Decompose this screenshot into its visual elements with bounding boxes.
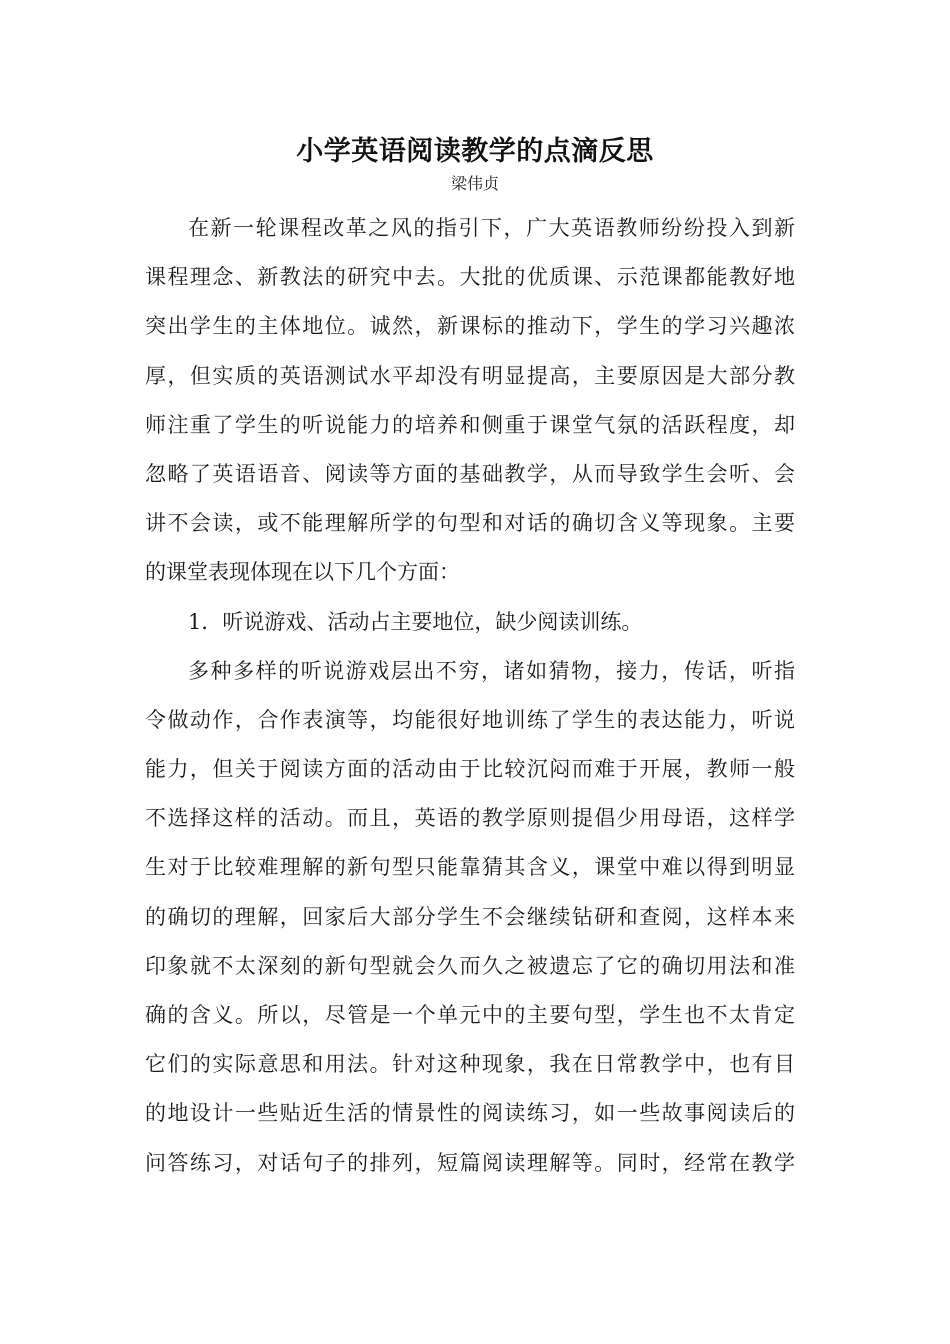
text-line: 课程理念、新教法的研究中去。大批的优质课、示范课都能教好地 [145, 265, 795, 290]
text-line: 多种多样的听说游戏层出不穷，诸如猜物，接力，传话，听指 [188, 658, 795, 683]
author-name: 梁伟贞 [450, 174, 499, 193]
text-line: 它们的实际意思和用法。针对这种现象，我在日常教学中，也有目 [145, 1052, 795, 1077]
text-line: 的确切的理解，回家后大部分学生不会继续钻研和查阅，这样本来 [145, 904, 795, 929]
text-line: 令做动作，合作表演等，均能很好地训练了学生的表达能力，听说 [145, 707, 795, 732]
text-line: 能力，但关于阅读方面的活动由于比较沉闷而难于开展，教师一般 [145, 757, 795, 782]
text-line: 的课堂表现体现在以下几个方面： [145, 560, 460, 585]
text-line: 不选择这样的活动。而且，英语的教学原则提倡少用母语，这样学 [145, 806, 795, 831]
section-heading: 1．听说游戏、活动占主要地位，缺少阅读训练。 [188, 609, 643, 634]
text-line: 确的含义。所以，尽管是一个单元中的主要句型，学生也不太肯定 [145, 1003, 795, 1027]
text-line: 生对于比较难理解的新句型只能靠猜其含义，课堂中难以得到明显 [145, 855, 795, 880]
text-line: 讲不会读，或不能理解所学的句型和对话的确切含义等现象。主要 [145, 511, 795, 536]
text-line: 忽略了英语语音、阅读等方面的基础教学，从而导致学生会听、会 [145, 461, 795, 486]
text-line: 问答练习，对话句子的排列，短篇阅读理解等。同时，经常在教学 [145, 1150, 795, 1175]
body-text [145, 208, 795, 1192]
text-line: 师注重了学生的听说能力的培养和侧重于课堂气氛的活跃程度，却 [145, 412, 795, 437]
text-line: 的地设计一些贴近生活的情景性的阅读练习，如一些故事阅读后的 [145, 1101, 795, 1126]
text-line: 厚，但实质的英语测试水平却没有明显提高，主要原因是大部分教 [145, 363, 795, 388]
text-line: 在新一轮课程改革之风的指引下，广大英语教师纷纷投入到新 [188, 216, 795, 240]
document-title: 小学英语阅读教学的点滴反思 [296, 136, 654, 167]
text-line: 突出学生的主体地位。诚然，新课标的推动下，学生的学习兴趣浓 [145, 314, 795, 339]
text-line: 印象就不太深刻的新句型就会久而久之被遗忘了它的确切用法和准 [145, 953, 795, 978]
